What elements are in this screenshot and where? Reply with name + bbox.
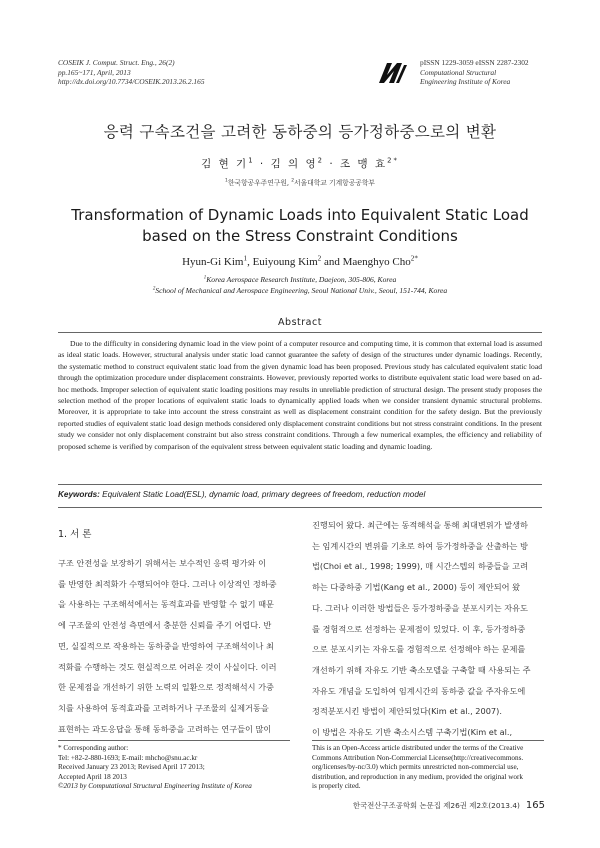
footnote-divider-left: [58, 740, 290, 741]
body-line: 에 구조물의 안전성 측면에서 충분한 신뢰를 주기 어렵다. 반: [58, 620, 272, 631]
footnote-left: * Corresponding author: Tel: +82-2-880-1693; E-mail: mhcho@snu.ac.kr Received January 23 2013; Revised April 17 2013; Accepted April 18 2013 ©2013 by Computational Structural Engineering Institute of Korea: [58, 744, 252, 791]
keywords-divider: [58, 484, 542, 485]
english-authors: Hyun-Gi Kim$^1$, Euiyoung Kim$^2$ and Maenghyo Cho$^{2*}$: [182, 254, 418, 268]
issn-block: [420, 58, 529, 87]
citation-line: COSEIK J. Comput. Struct. Eng., 26(2): [58, 58, 175, 67]
keywords-bottom-divider: [58, 507, 542, 508]
page-number: 165: [525, 800, 545, 811]
body-line: 를 경험적으로 선정하는 문제점이 있었다. 이 후, 등가정하중: [312, 623, 526, 634]
citation-line: pp.165~171, April, 2013: [58, 67, 131, 77]
keywords-line: Keywords: Equivalent Static Load(ESL), dynamic load, primary degrees of freedom, reduction model: [58, 490, 426, 499]
korean-affiliations: $^1$한국항공우주연구원, $^2$서울대학교 기계항공공학부: [225, 178, 375, 187]
abstract-heading: Abstract: [278, 317, 322, 328]
body-line: 를 반영한 최적화가 수행되어야 한다. 그러나 이상적인 정하중: [58, 578, 277, 589]
body-line: 다. 그러나 이러한 방법들은 등가정하중을 분포시키는 자유도: [312, 602, 528, 613]
english-title: Transformation of Dynamic Loads into Equivalent Static Load based on the Stress Constraint Conditions: [71, 206, 529, 245]
keywords-label: Keywords: [58, 490, 98, 499]
body-line: 자유도 개념을 도입하여 임계시간의 동하중 값을 주자유도에: [312, 685, 526, 696]
body-line: 법(Choi et al., 1998; 1999), 매 시간스텝의 하중들을 고려: [312, 561, 528, 572]
keywords-text: Equivalent Static Load(ESL), dynamic load, primary degrees of freedom, reduction model: [102, 490, 426, 499]
body-line: 하는 다중하중 기법(Kang et al., 2000) 등이 제안되어 왔: [312, 582, 521, 593]
body-line: 을 사용하는 구조해석에서는 동적효과를 반영할 수 없기 때문: [58, 599, 274, 610]
abstract-divider: [58, 332, 542, 333]
footnote-divider-right: [312, 740, 544, 741]
korean-authors: 김 현 기$^1$ · 김 의 영$^2$ · 조 맹 효$^{2*}$: [201, 156, 399, 170]
body-line: 진행되어 왔다. 최근에는 동적해석을 통해 최대변위가 발생하: [312, 520, 528, 530]
body-line: 면, 실질적으로 작용하는 동하중을 반영하여 구조해석이나 최: [58, 640, 274, 651]
body-line: 개선하기 위해 자유도 기반 축소모델을 구축할 때 사용되는 주: [312, 664, 531, 675]
doi-link[interactable]: http://dx.doi.org/10.7734/COSEIK.2013.26.2.165: [58, 77, 205, 87]
society-line: Engineering Institute of Korea: [420, 77, 511, 87]
society-line: Computational Structural: [420, 67, 497, 77]
body-line: 표현하는 과도응답을 통해 동하중을 고려하는 연구들이 많이: [58, 723, 272, 734]
body-line: 한 문제점을 개선하기 위한 노력의 일환으로 정적해석시 가중: [58, 682, 274, 693]
body-column-left: [58, 553, 290, 739]
issn-line: pISSN 1229-3059 eISSN 2287-2302: [420, 58, 529, 67]
body-line: 구조 안전성을 보장하기 위해서는 보수적인 응력 평가와 이: [58, 558, 267, 568]
footer-journal: 한국전산구조공학회 논문집 제26권 제2호(2013.4): [352, 801, 520, 810]
section-title: 1. 서 론: [58, 529, 92, 540]
body-line: 치를 사용하여 동적효과를 고려하거나 구조물의 실제거동을: [58, 702, 269, 713]
body-line: 적화를 수행하는 것도 현실적으로 어려운 것이 사실이다. 이러: [58, 661, 277, 672]
footnote-right: This is an Open-Access article distributed under the terms of the Creative Commons Attribution Non-Commercial License(http://creativecommons. org/licenses/by-nc/3.0) which permits unrestricted non-commercial use, distribution, and reproduction in any medium, provided the original work is properly cited.: [312, 744, 524, 791]
body-line: 이 방법은 자유도 기반 축소시스템 구축기법(Kim et al.,: [312, 727, 513, 738]
abstract-text: Due to the difficulty in considering dynamic load in the view point of a computer resource and computing time, it is common that external load is assumed as ideal static loads. However, structural analysis under static load cannot guarantee the safety of design of the structures under dynamic loadings. Recently, the systematic method to construct equivalent static load from the given dynamic load has been proposed. Previous study has calculated equivalent static load through the optimization procedure under displacement constraints. However, previously reported works to distribute equivalent static load were based on ad-hoc methods. Improper selection of equivalent static loading positions may results in unreliable prediction of structural design. The present study proposes the selection method of the proper locations of equivalent static loads to dynamically applied loads when we consider transient dynamic structural problems. Moreover, it is appropriate to take into account the stress constraint as well as displacement constraint condition for the safety design. But the previously reported studies of equivalent static load design methods considered only displacement constraint conditions but not stress constraint conditions. In the present study we consider not only displacement constraint but also stress constraint conditions. Through a few numerical examples, the efficiency and reliability of proposed scheme is verified by comparison of the equivalent stress between equivalent static loading and dynamic loading.: [58, 339, 542, 451]
korean-title: 응력 구속조건을 고려한 동하중의 등가정하중으로의 변환: [103, 123, 497, 141]
body-column-right: [312, 515, 544, 743]
english-affiliations: $^1$Korea Aerospace Research Institute, Daejeon, 305-806, Korea $^2$School of Mechanical and Aerospace Engineering, Seoul National Univ., Seoul, 151-744, Korea: [152, 275, 448, 295]
journal-citation: [58, 58, 205, 87]
body-line: 으로 분포시키는 자유도를 경험적으로 선정해야 하는 문제를: [312, 644, 526, 655]
body-line: 는 임계시간의 변위를 기초로 하여 등가정하중을 산출하는 방: [312, 540, 528, 551]
body-line: 정적분포시킨 방법이 제안되었다(Kim et al., 2007).: [312, 706, 502, 717]
page-footer: [353, 800, 545, 811]
coseik-logo-icon: [378, 62, 408, 84]
